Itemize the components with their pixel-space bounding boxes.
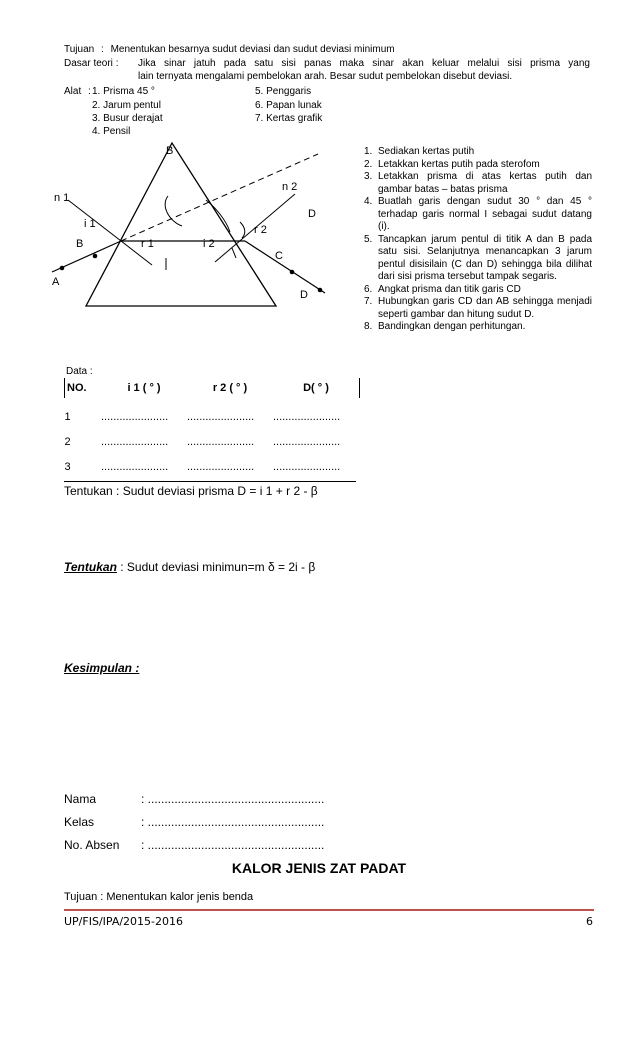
table-cell: ...................... <box>101 436 169 448</box>
table-row <box>65 398 360 423</box>
table-cell: 1 <box>64 411 71 423</box>
section-title: KALOR JENIS ZAT PADAT <box>231 860 407 876</box>
table-cell: ...................... <box>187 411 255 423</box>
kelas-label: Kelas <box>64 815 95 829</box>
alat-item: 3. Busur derajat <box>92 113 163 124</box>
label-r1: r 1 <box>141 238 154 250</box>
data-table <box>64 378 360 473</box>
table-cell: ...................... <box>273 436 341 448</box>
header-r2: r 2 ( ° ) <box>212 382 248 394</box>
label-b-top: B <box>166 145 174 157</box>
alat-item: 6. Papan lunak <box>255 100 322 111</box>
header-no: NO. <box>65 378 102 398</box>
alat-item: 1. Prisma 45 ° <box>92 86 155 97</box>
table-cell: ...................... <box>101 461 169 473</box>
table-bottom-rule <box>64 481 356 482</box>
label-b-left: B <box>76 238 84 250</box>
label-a: A <box>52 276 60 288</box>
table-cell: ...................... <box>187 461 255 473</box>
pin-d <box>318 288 323 293</box>
alat-label: Alat : <box>64 86 91 97</box>
footer-rule <box>64 909 594 911</box>
formula-deviasi: Tentukan : Sudut deviasi prisma D = i 1 + r 2 - β <box>64 484 318 498</box>
page-number: 6 <box>586 915 593 928</box>
alat-item: 7. Kertas grafik <box>255 113 323 124</box>
tujuan-label: Tujuan <box>64 44 95 55</box>
nama-field: : ..................................................... <box>141 792 325 806</box>
alat-item: 5. Penggaris <box>255 86 312 97</box>
step-item: 5. Tancapkan jarum pentul di titik A dan B pada satu sisi. Selanjutnya menancapkan 3 jarum pentul disisilain (C dan D) sehingga bila dilihat dari sisi prisma tersebut tampak segaris. <box>364 233 592 282</box>
dasar-teori-line1: Jika sinar jatuh pada satu sisi panas maka sinar akan keluar melalui sisi prisma yang <box>138 58 590 69</box>
pin-a <box>60 266 65 271</box>
step-item: 2. Letakkan kertas putih pada sterofom <box>364 158 540 170</box>
table-cell: ...................... <box>273 411 341 423</box>
pin-b <box>93 254 98 259</box>
tujuan-line: Tujuan : Menentukan besarnya sudut deviasi dan sudut deviasi minimum <box>64 44 395 55</box>
nama-label: Nama <box>64 792 97 806</box>
table-row <box>65 423 360 448</box>
step-item: 7. Hubungkan garis CD dan AB sehingga menjadi seperti gambar dan hitung sudut D. <box>364 296 592 320</box>
table-header-row <box>65 378 360 398</box>
label-c: C <box>275 250 283 262</box>
label-i1: i 1 <box>84 218 96 230</box>
dashed-extension <box>121 154 318 241</box>
table-cell: ...................... <box>101 411 169 423</box>
label-n1: n 1 <box>54 192 70 204</box>
alat-item: 2. Jarum pentul <box>92 100 161 111</box>
tujuan-text: Menentukan besarnya sudut deviasi dan sudut deviasi minimum <box>110 44 395 55</box>
table-cell: ...................... <box>187 436 255 448</box>
step-item: 6. Angkat prisma dan titik garis CD <box>364 283 521 295</box>
dasar-teori-line2: lain ternyata mengalami pembelokan arah. Besar sudut pembelokan disebut deviasi. <box>138 71 513 82</box>
step-item: 3. Letakkan prisma di atas kertas putih dan gambar batas – batas prisma <box>364 171 592 195</box>
angle-arc <box>165 196 182 226</box>
footer-code: UP/FIS/IPA/2015-2016 <box>64 915 184 928</box>
kelas-field: : ..................................................... <box>141 815 325 829</box>
angle-tick <box>232 248 236 258</box>
angle-arc <box>240 222 245 238</box>
kesimpulan-heading: Kesimpulan : <box>64 661 140 675</box>
table-cell: 3 <box>64 461 71 473</box>
step-item: 4. Buatlah garis dengan sudut 30 ° dan 45 ° terhadap garis normal I sebagai sudut datang (i). <box>364 196 592 232</box>
step-item: 1. Sediakan kertas putih <box>364 146 475 157</box>
absen-field: : ..................................................... <box>141 838 325 852</box>
header-d: D( ° ) <box>273 378 360 398</box>
steps-list <box>364 146 592 334</box>
table-cell: 2 <box>64 436 71 448</box>
header-i1: i 1 ( ° ) <box>127 382 161 394</box>
table-cell: ...................... <box>273 461 341 473</box>
label-i2: i 2 <box>203 238 215 250</box>
prism-triangle <box>86 143 276 306</box>
pin-c <box>290 270 295 275</box>
section-tujuan: Tujuan : Menentukan kalor jenis benda <box>64 891 254 903</box>
table-row <box>65 448 360 473</box>
step-item: 8. Bandingkan dengan perhitungan. <box>364 321 526 332</box>
label-d-upper: D <box>308 208 316 220</box>
label-n2: n 2 <box>282 181 298 193</box>
formula-deviasi-minimum: Tentukan : Sudut deviasi minimun=m δ = 2i - β <box>64 560 316 574</box>
dasar-teori-label: Dasar teori : <box>64 58 119 69</box>
alat-item: 4. Pensil <box>92 126 131 137</box>
absen-label: No. Absen <box>64 838 120 852</box>
emergent-ray <box>245 241 325 293</box>
label-d-lower: D <box>300 289 308 301</box>
label-r2: r 2 <box>254 224 267 236</box>
data-caption: Data : <box>66 366 93 377</box>
